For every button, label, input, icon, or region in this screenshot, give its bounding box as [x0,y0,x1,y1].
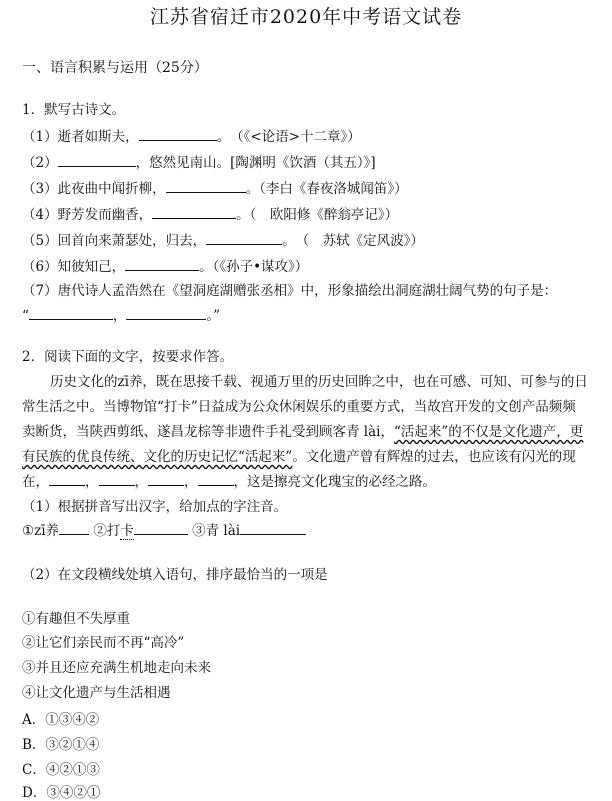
page-title: 江苏省宿迁市2020年中考语文试卷 [149,6,463,28]
sub-question-2: （2）在文段横线处填入语句，排序最恰当的一项是 [22,567,328,583]
option-4: ④让文化遗产与生活相遇 [22,685,171,701]
answer-blank[interactable] [148,473,184,486]
dotted-char: 卡 [120,523,134,539]
q1-item-2: （2） ，悠然见南山。[陶渊明《饮酒（其五）》] [22,155,376,171]
answer-blank[interactable] [240,522,306,535]
section-heading: 一、语言积累与运用（25分） [22,60,208,76]
q1-item-3: （3）此夜曲中闻折柳， 。（李白《春夜洛城闻笛》） [22,181,408,197]
pinyin-lai: lài [363,424,381,440]
answer-blank[interactable] [139,128,217,141]
answer-blank[interactable] [134,522,188,535]
q1-item-6: （6）知彼知己， 。（《孙子•谋攻》） [22,259,309,275]
reading-passage: 历史文化的zī养，既在思接千载、视通万里的历史回眸之中，也在可感、可知、可参与的日常生活之中。当博物馆“打卡”日益成为公众休闲娱乐的重要方式，当故宫开发的文创产品频频卖断货，当陕西剪纸、遂昌龙棕等非遗件手礼受到顾客青 lài，“活起来”的不仅是文化遗产，更有民族的优良传统、文化的历史记忆“活起来”。文化遗产曾有辉煌的过去，也应该有闪光的现在， ， ， ， ，这是擦亮文化瑰宝的必经之路。 [22,374,588,490]
q1-item-4: （4）野芳发而幽香， 。（ 欧阳修《醉翁亭记》） [22,207,399,223]
choice-b[interactable]: B．③②①④ [22,737,100,753]
q1-item-7-answer: “ ， 。” [22,308,221,324]
q1-item-1: （1）逝者如斯夫， 。 （《<论语>十二章》） [22,129,361,145]
answer-blank[interactable] [58,154,136,167]
question-2-heading: 2．阅读下面的文字，按要求作答。 [22,349,234,365]
answer-blank[interactable] [152,206,236,219]
option-1: ①有趣但不失厚重 [22,611,130,627]
pinyin-zi: zī [117,374,129,390]
answer-blank[interactable] [166,180,246,193]
question-1-heading: 1．默写古诗文。 [22,102,126,118]
choice-d[interactable]: D．③④②① [22,785,101,801]
answer-blank[interactable] [126,307,206,320]
sub-question-1-answers: ①zī养 ②打卡 ③青 lài [22,522,306,539]
answer-blank[interactable] [49,473,85,486]
q1-item-5: （5）回首向来萧瑟处，归去， 。 （ 苏轼《定风波》） [22,233,424,249]
answer-blank[interactable] [125,258,199,271]
q1-item-7: （7）唐代诗人孟浩然在《望洞庭湖赠张丞相》中，形象描绘出洞庭湖壮阔气势的句子是： [22,283,558,299]
sub-question-1: （1）根据拼音写出汉字，给加点的字注音。 [22,499,288,515]
answer-blank[interactable] [198,473,234,486]
choice-c[interactable]: C．④②①③ [22,762,100,778]
option-3: ③并且还应充满生机地走向未来 [22,660,211,676]
answer-blank[interactable] [206,232,282,245]
wavy-underlined-sentence: “活起来”的不仅是文化遗产，更有民族的优良传统、文化的历史记忆“活起来” [22,424,584,465]
answer-blank[interactable] [99,473,135,486]
answer-blank[interactable] [59,522,89,535]
answer-blank[interactable] [29,307,113,320]
choice-a[interactable]: A．①③④② [22,712,100,728]
option-2: ②让它们亲民而不再“高冷” [22,635,185,651]
